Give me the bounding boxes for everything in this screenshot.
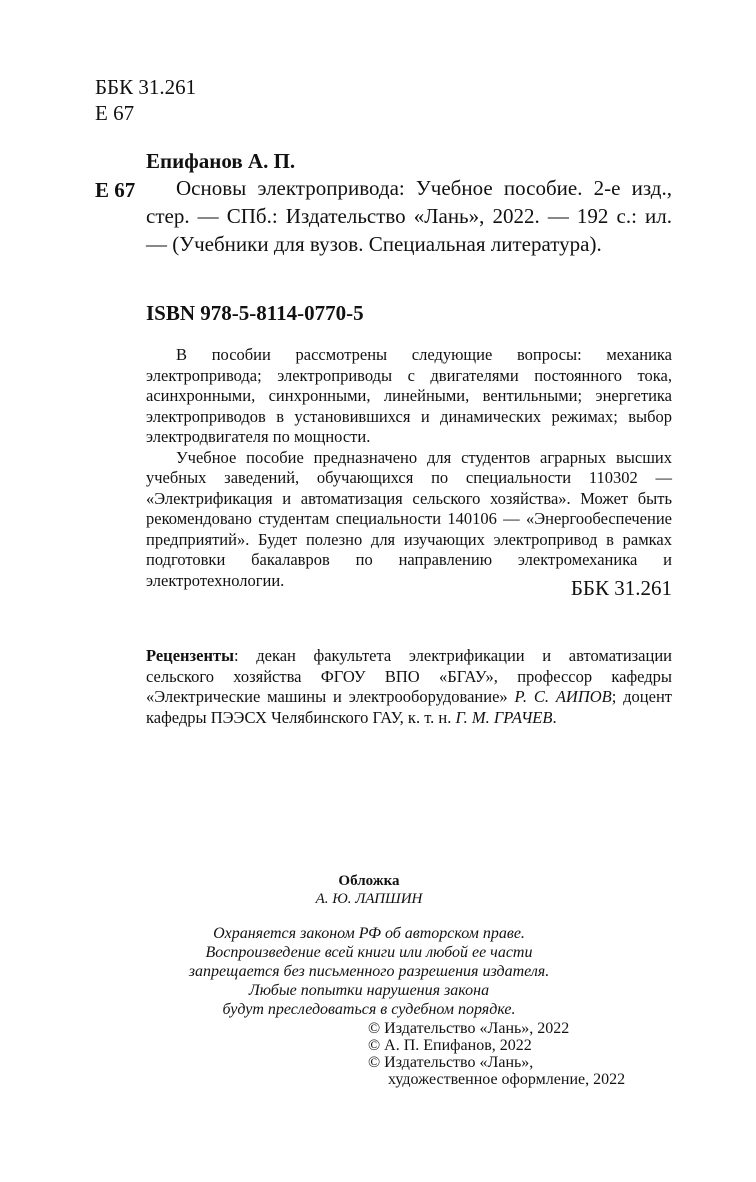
copyright-holder-3-continued: художественное оформление, 2022 (388, 1071, 626, 1088)
copyright-notice-line-2: Воспроизведение всей книги или любой ее части (205, 944, 533, 961)
author-name: Епифанов А. П. (146, 149, 296, 173)
cover-label: Обложка (338, 873, 400, 889)
reviewer-name-1: Р. С. АИПОВ (514, 687, 612, 706)
reviewers-text-2: ; доцент кафедры ПЭЭСХ Челябинского ГАУ, к. т. н. (146, 687, 672, 727)
copyright-holder-2: © А. П. Епифанов, 2022 (368, 1037, 532, 1054)
copyright-notice-line-3: запрещается без письменного разрешения издателя. (188, 963, 550, 980)
cover-designer: А. Ю. ЛАПШИН (315, 891, 423, 907)
copyright-notice-line-1: Охраняется законом РФ об авторском праве. (213, 925, 525, 942)
abstract-paragraph-2: Учебное пособие предназначено для студентов аграрных высших учебных заведений, обучающихся по специальности 110302 — «Электрификация и автоматизация сельского хозяйства». Может быть рекомендовано студентам специальности 140106 — «Энергообеспечение предприятий». Будет полезно для изучающих электропривод в рамках подготовки бакалавров по направлению электромеханика и электротехнологии. (146, 447, 672, 590)
copyright-notice (146, 924, 672, 1019)
reviewers-text-1: : декан факультета электрификации и автоматизации сельского хозяйства ФГОУ ВПО «БГАУ», профессор кафедры «Электрические машины и электрооборудование» (146, 646, 672, 706)
author-mark: Е 67 (95, 101, 135, 125)
bibliographic-description: Основы электропривода: Учебное пособие. 2-е изд., стер. — СПб.: Издательство «Лань», 2022. — 192 с.: ил. — (Учебники для вузов. Специальная литература). (146, 176, 672, 256)
isbn: ISBN 978-5-8114-0770-5 (146, 301, 364, 325)
copyright-holder-1: © Издательство «Лань», 2022 (368, 1020, 570, 1037)
bbk-index-top (95, 74, 196, 126)
copyright-holder-3: © Издательство «Лань», (368, 1054, 534, 1071)
catalog-author-mark: Е 67 (95, 178, 136, 202)
copyright-notice-line-4: Любые попытки нарушения закона (248, 982, 490, 999)
reviewers-text-end: . (552, 707, 557, 727)
reviewers (146, 646, 672, 728)
abstract-paragraph-1: В пособии рассмотрены следующие вопросы: механика электропривода; электроприводы с двигателями постоянного тока, асинхронными, синхронными, линейными, вентильными; энергетика электроприводов в установившихся и динамических режимах; выбор электродвигателя по мощности. (146, 345, 672, 446)
bbk-code: ББК 31.261 (95, 75, 197, 99)
reviewers-label: Рецензенты (146, 646, 234, 665)
bbk-index-right: ББК 31.261 (570, 576, 672, 600)
cover-credit (146, 872, 672, 908)
copyright-notice-line-5: будут преследоваться в судебном порядке. (222, 1001, 516, 1018)
reviewer-name-2: Г. М. ГРАЧЕВ (455, 707, 553, 727)
copyright-holders (368, 1020, 625, 1088)
abstract (146, 345, 672, 591)
